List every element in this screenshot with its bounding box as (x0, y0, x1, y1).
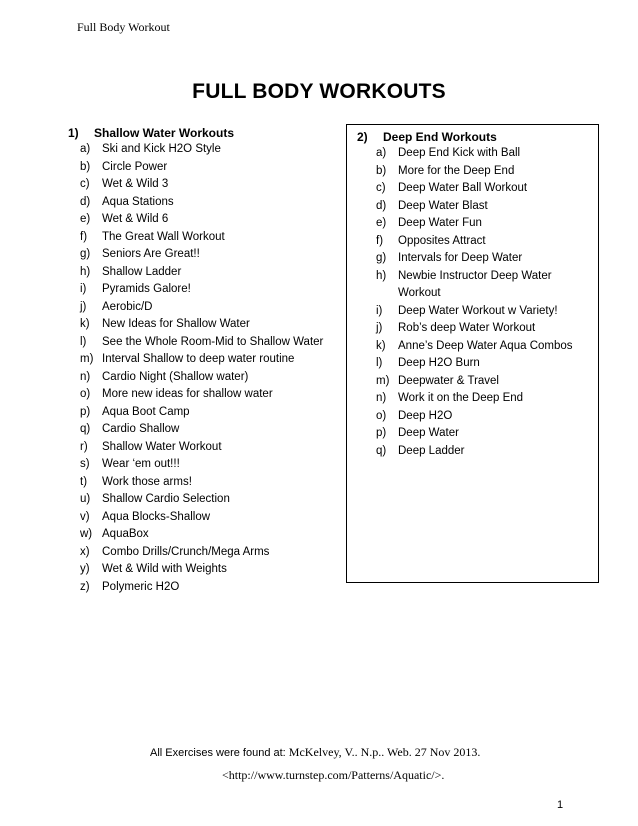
item-letter: k) (376, 339, 386, 352)
list-item (68, 404, 343, 422)
item-letter: z) (80, 580, 90, 593)
item-text: Shallow Cardio Selection (102, 493, 230, 505)
citation-text: McKelvey, V.. N.p.. Web. 27 Nov 2013. (288, 745, 481, 759)
page-number: 1 (557, 799, 564, 811)
deep-section-heading (357, 128, 598, 145)
list-item (357, 320, 598, 338)
list-item (68, 334, 343, 352)
item-letter: d) (376, 199, 387, 212)
item-letter: a) (376, 147, 387, 159)
item-letter: q) (80, 423, 91, 435)
section-title: Deep End Workouts (383, 129, 497, 144)
item-letter: l) (376, 357, 383, 369)
list-item (68, 229, 343, 247)
item-text: Shallow Water Workout (102, 440, 222, 453)
item-text: Newbie Instructor Deep Water Workout (398, 269, 552, 299)
list-item (357, 338, 598, 356)
item-letter: j) (376, 322, 383, 334)
item-letter: p) (376, 427, 387, 439)
item-text: Wet & Wild with Weights (102, 563, 227, 575)
list-item (68, 456, 343, 474)
section-title: Shallow Water Workouts (94, 125, 235, 140)
citation-url: <http://www.turnstep.com/Patterns/Aquatic/>. (222, 768, 445, 782)
item-letter: q) (376, 444, 387, 457)
list-item (68, 439, 343, 457)
item-letter: m) (376, 374, 390, 387)
item-text: Deep Water Workout w Variety! (398, 304, 558, 317)
item-text: Aqua Blocks-Shallow (102, 510, 211, 523)
list-item (68, 509, 343, 527)
item-text: Seniors Are Great!! (102, 248, 200, 260)
item-letter: g) (376, 252, 387, 264)
list-item (68, 299, 343, 317)
item-letter: u) (80, 493, 91, 505)
item-text: Pyramids Galore! (102, 283, 191, 295)
list-item (68, 369, 343, 387)
item-letter: w) (80, 528, 93, 540)
item-text: More for the Deep End (398, 164, 515, 177)
item-letter: e) (376, 217, 387, 229)
item-letter: f) (80, 230, 88, 243)
item-text: Combo Drills/Crunch/Mega Arms (102, 545, 270, 558)
list-item (68, 351, 343, 369)
item-letter: o) (376, 409, 387, 422)
list-item (357, 373, 598, 391)
list-item (357, 355, 598, 373)
list-item (357, 180, 598, 198)
item-text: Opposites Attract (398, 234, 486, 247)
item-letter: j) (80, 300, 87, 313)
item-letter: k) (80, 318, 90, 330)
item-letter: e) (80, 213, 91, 225)
item-text: Deep H2O (398, 409, 453, 422)
item-text: Deep H2O Burn (398, 357, 480, 369)
section-number: 1) (68, 125, 79, 140)
list-item (68, 561, 343, 579)
list-item (68, 211, 343, 229)
citation-line (150, 745, 480, 760)
list-item (357, 163, 598, 181)
item-letter: g) (80, 248, 91, 260)
list-item (357, 215, 598, 233)
item-letter: b) (80, 160, 91, 173)
item-letter: m) (80, 353, 94, 365)
item-letter: i) (376, 304, 383, 317)
list-item (357, 303, 598, 321)
list-item (357, 390, 598, 408)
list-item (68, 421, 343, 439)
item-text: Cardio Shallow (102, 423, 180, 435)
item-text: Wear ‘em out!!! (102, 458, 180, 470)
list-item (357, 250, 598, 268)
item-text: Deep Water (398, 427, 459, 439)
item-text: Deep Water Ball Workout (398, 182, 528, 194)
item-letter: f) (376, 234, 384, 247)
item-letter: l) (80, 335, 87, 348)
item-text: Polymeric H2O (102, 580, 180, 593)
section-number: 2) (357, 129, 368, 144)
item-letter: y) (80, 563, 90, 575)
item-text: Wet & Wild 6 (102, 213, 169, 225)
list-item (68, 579, 343, 597)
item-letter: i) (80, 283, 87, 295)
shallow-section-heading (68, 124, 343, 141)
item-letter: r) (80, 440, 88, 453)
list-item (68, 159, 343, 177)
item-text: See the Whole Room-Mid to Shallow Water (102, 335, 324, 348)
item-text: The Great Wall Workout (102, 230, 225, 243)
item-letter: h) (80, 265, 91, 278)
item-text: Work those arms! (102, 475, 192, 488)
page-title: FULL BODY WORKOUTS (192, 80, 446, 103)
list-item (68, 281, 343, 299)
item-text: Interval Shallow to deep water routine (102, 353, 295, 365)
list-item (357, 198, 598, 216)
item-text: Aqua Boot Camp (102, 405, 190, 418)
item-text: Ski and Kick H2O Style (102, 143, 221, 155)
deep-end-box (346, 124, 599, 583)
item-letter: v) (80, 510, 90, 523)
credit-prefix: All Exercises were found at: (150, 747, 289, 759)
item-text: Shallow Ladder (102, 265, 182, 278)
list-item (68, 316, 343, 334)
list-item (357, 425, 598, 443)
item-text: Deep Water Blast (398, 199, 488, 212)
list-item (357, 408, 598, 426)
list-item (68, 474, 343, 492)
list-item (68, 246, 343, 264)
list-item (357, 268, 598, 303)
list-item (357, 443, 598, 461)
item-letter: h) (376, 269, 387, 282)
shallow-workout-list (68, 141, 343, 596)
item-letter: o) (80, 388, 91, 400)
item-text: Rob’s deep Water Workout (398, 322, 536, 334)
item-letter: n) (376, 392, 387, 404)
deep-workout-list (357, 145, 598, 460)
item-text: Wet & Wild 3 (102, 178, 169, 190)
item-text: New Ideas for Shallow Water (102, 318, 250, 330)
list-item (357, 145, 598, 163)
item-text: AquaBox (102, 528, 149, 540)
list-item (68, 141, 343, 159)
item-letter: c) (80, 178, 90, 190)
item-text: Cardio Night (Shallow water) (102, 370, 249, 383)
item-text: Intervals for Deep Water (398, 252, 523, 264)
item-letter: s) (80, 458, 90, 470)
item-text: Circle Power (102, 160, 168, 173)
item-text: Aqua Stations (102, 195, 174, 208)
item-letter: d) (80, 195, 91, 208)
item-text: More new ideas for shallow water (102, 388, 273, 400)
item-text: Work it on the Deep End (398, 392, 524, 404)
item-text: Deep End Kick with Ball (398, 147, 521, 159)
item-text: Deepwater & Travel (398, 374, 499, 387)
item-text: Deep Water Fun (398, 217, 482, 229)
item-letter: p) (80, 405, 91, 418)
list-item (68, 491, 343, 509)
list-item (68, 194, 343, 212)
item-letter: t) (80, 475, 88, 488)
running-header: Full Body Workout (77, 20, 170, 34)
list-item (68, 264, 343, 282)
item-letter: x) (80, 545, 90, 558)
item-letter: n) (80, 370, 91, 383)
list-item (357, 233, 598, 251)
item-letter: a) (80, 143, 91, 155)
item-text: Aerobic/D (102, 300, 153, 313)
item-letter: c) (376, 182, 386, 194)
list-item (68, 386, 343, 404)
item-text: Anne’s Deep Water Aqua Combos (398, 339, 573, 352)
list-item (68, 526, 343, 544)
list-item (68, 544, 343, 562)
list-item (68, 176, 343, 194)
item-text: Deep Ladder (398, 444, 465, 457)
shallow-water-section (68, 124, 343, 596)
item-letter: b) (376, 164, 387, 177)
